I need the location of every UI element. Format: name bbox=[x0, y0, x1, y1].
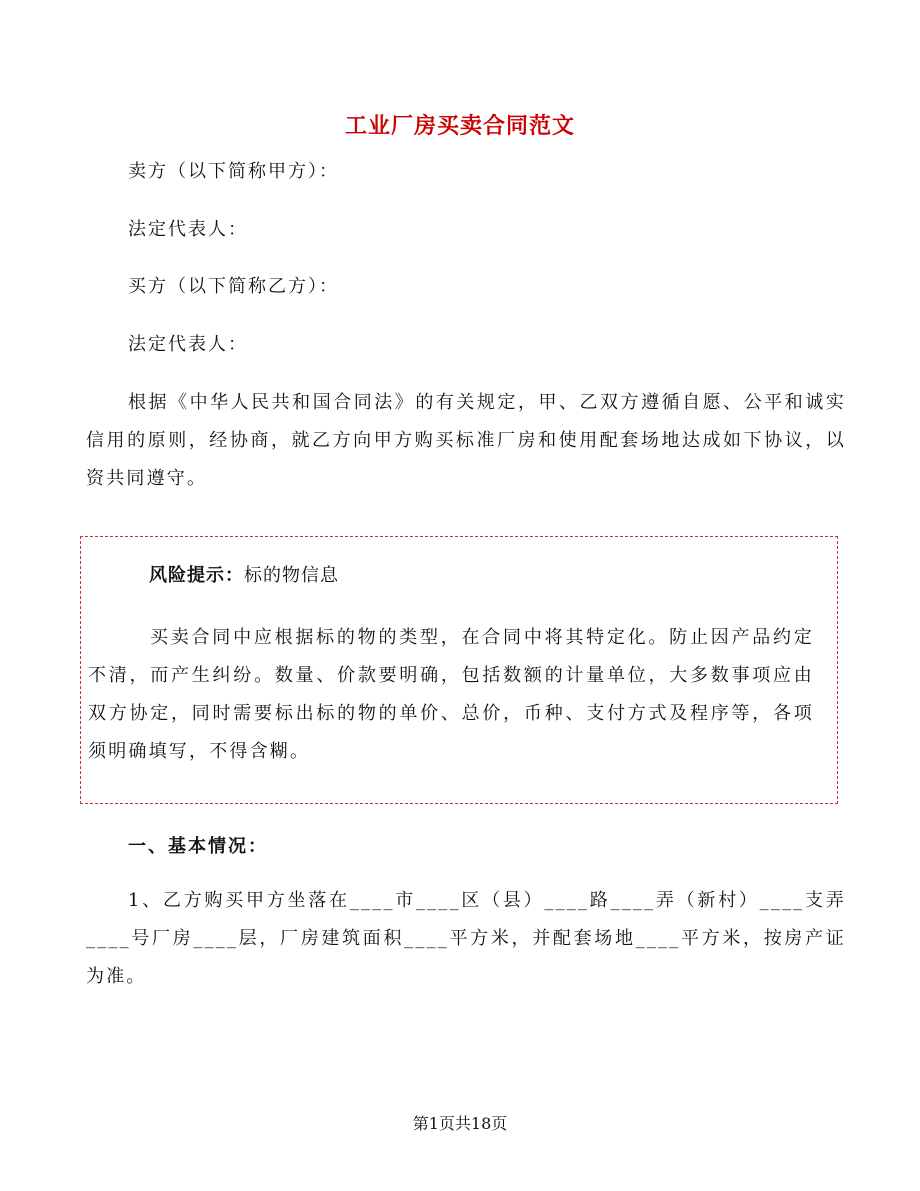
document-title: 工业厂房买卖合同范文 bbox=[344, 113, 575, 139]
risk-notice-body: 买卖合同中应根据标的物的类型，在合同中将其特定化。防止因产品约定不清，而产生纠纷。数量、价款要明确，包括数额的计量单位，大多数事项应由双方协定，同时需要标出标的物的单价、总价，币种、支付方式及程序等，各项须明确填写，不得含糊。 bbox=[88, 627, 814, 762]
buyer-representative-line: 法定代表人： bbox=[128, 334, 248, 355]
risk-notice-label: 风险提示： bbox=[149, 565, 244, 586]
seller-line: 卖方（以下简称甲方）： bbox=[128, 161, 339, 182]
buyer-line: 买方（以下简称乙方）： bbox=[128, 276, 339, 297]
risk-notice-heading bbox=[149, 557, 339, 595]
risk-notice-topic: 标的物信息 bbox=[244, 565, 339, 586]
section-1-heading: 一、基本情况： bbox=[128, 836, 268, 857]
seller-representative-line: 法定代表人： bbox=[128, 219, 248, 240]
clause-1: 1、乙方购买甲方坐落在____市____区（县）____路____弄（新村）____支弄____号厂房____层，厂房建筑面积____平方米，并配套场地____平方米，按房产证为准。 bbox=[86, 890, 846, 987]
page-indicator: 第1页共18页 bbox=[412, 1114, 508, 1133]
risk-notice-box bbox=[80, 536, 838, 804]
intro-paragraph: 根据《中华人民共和国合同法》的有关规定，甲、乙双方遵循自愿、公平和诚实信用的原则，经协商，就乙方向甲方购买标准厂房和使用配套场地达成如下协议，以资共同遵守。 bbox=[86, 392, 846, 489]
